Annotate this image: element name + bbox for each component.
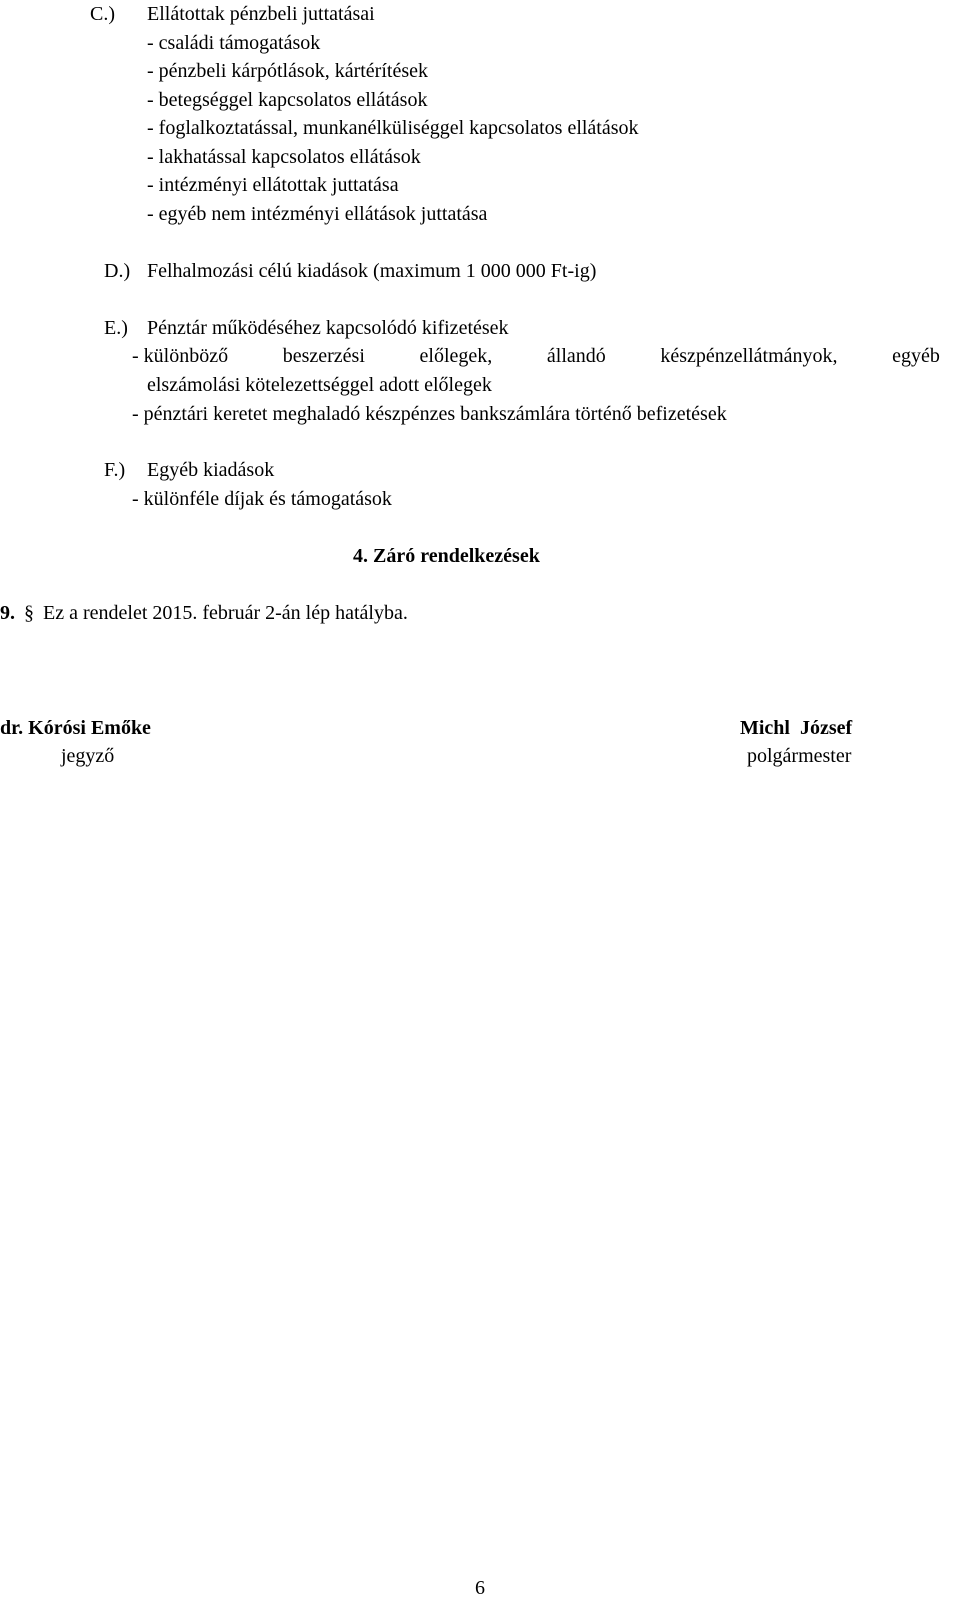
paragraph-text: Ez a rendelet 2015. február 2-án lép hatályba. <box>43 602 408 624</box>
word: készpénzellátmányok, <box>660 345 838 367</box>
section-c-item: - pénzbeli kárpótlások, kártérítések <box>147 60 428 82</box>
section-e-title: Pénztár működéséhez kapcsolódó kifizetések <box>147 317 509 339</box>
section-d-label: D.) <box>104 260 131 282</box>
section-e-item-1 <box>132 346 940 366</box>
word: - különböző <box>132 345 229 367</box>
word: előlegek, <box>419 345 493 367</box>
signature-right-title: polgármester <box>747 745 852 767</box>
word: beszerzési <box>282 345 365 367</box>
section-symbol: § <box>24 602 34 624</box>
closing-heading: 4. Záró rendelkezések <box>353 545 540 567</box>
section-c-item: - intézményi ellátottak juttatása <box>147 174 399 196</box>
word: egyéb <box>892 345 940 367</box>
section-e-item-1-continuation: elszámolási kötelezettséggel adott előlegek <box>147 374 492 396</box>
section-c-label: C.) <box>90 3 115 25</box>
section-f-title: Egyéb kiadások <box>147 459 275 481</box>
section-f-label: F.) <box>104 459 126 481</box>
section-c-item: - egyéb nem intézményi ellátások juttatása <box>147 203 488 225</box>
section-f-item: - különféle díjak és támogatások <box>132 488 392 510</box>
word: állandó <box>546 345 606 367</box>
paragraph-number: 9. <box>0 602 15 624</box>
section-d-title: Felhalmozási célú kiadások (maximum 1 000 000 Ft-ig) <box>147 260 597 282</box>
page-number: 6 <box>475 1577 485 1599</box>
section-c-item: - foglalkoztatással, munkanélküliséggel kapcsolatos ellátások <box>147 117 639 139</box>
paragraph-9 <box>0 603 408 623</box>
signature-left-title: jegyző <box>61 745 115 767</box>
signature-right-name: Michl József <box>740 717 853 739</box>
section-c-item: - lakhatással kapcsolatos ellátások <box>147 146 421 168</box>
section-c-title: Ellátottak pénzbeli juttatásai <box>147 3 375 25</box>
section-e-label: E.) <box>104 317 128 339</box>
section-c-item: - családi támogatások <box>147 32 321 54</box>
section-c-item: - betegséggel kapcsolatos ellátások <box>147 89 428 111</box>
section-e-item-2: - pénztári keretet meghaladó készpénzes bankszámlára történő befizetések <box>132 403 727 425</box>
signature-left-name: dr. Kórósi Emőke <box>0 717 151 739</box>
